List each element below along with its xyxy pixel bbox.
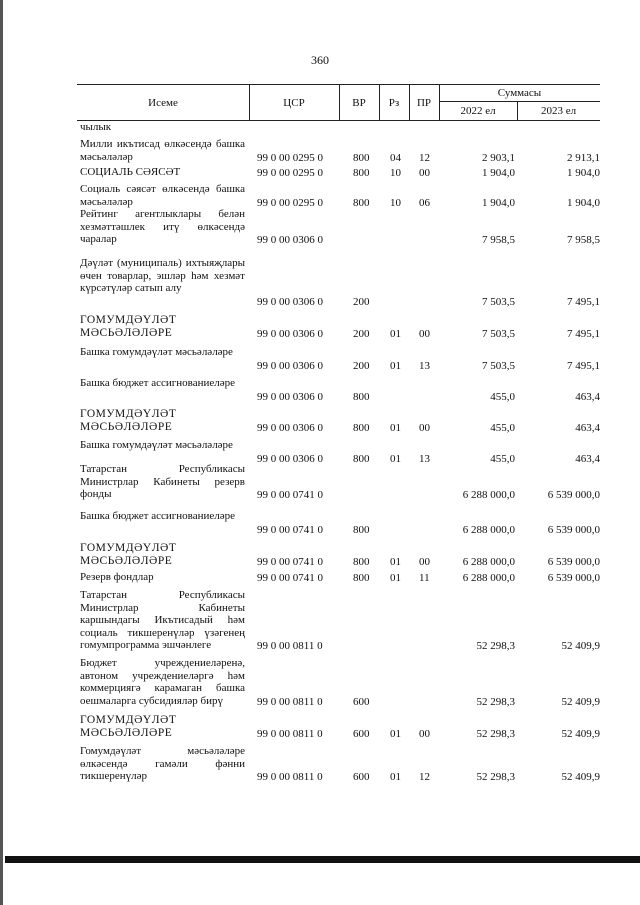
row-name: Рейтинг агентлыклары белән хезмәттәшлек итү өлкәсендә чаралар — [80, 208, 245, 245]
row-name: Гомумдәүләт мәсьәләләре өлкәсендә гамәли фәнни тикшеренүләр — [80, 745, 245, 782]
row-vr: 800 — [353, 151, 370, 164]
row-sum-2023: 463,4 — [575, 421, 600, 434]
row-vr: 800 — [353, 523, 370, 536]
row-name: ГОМУМДӘҮЛӘТ МӘСЬӘЛӘЛӘРЕ — [80, 714, 177, 739]
row-sum-2023: 7 958,5 — [567, 234, 600, 246]
header-2023: 2023 ел — [540, 105, 577, 117]
row-rz: 10 — [390, 196, 401, 209]
row-sum-2022: 1 904,0 — [482, 167, 515, 179]
row-csr: 99 0 00 0295 0 — [257, 151, 323, 164]
row-pr: 06 — [419, 196, 430, 209]
row-name: Милли икътисад өлкәсендә башка мәсьәләләр — [80, 138, 245, 163]
row-csr: 99 0 00 0811 0 — [257, 640, 323, 652]
row-rz: 10 — [390, 167, 401, 179]
scan-bottom-border — [5, 856, 640, 863]
row-pr: 00 — [419, 727, 430, 740]
header-rz: Рз — [388, 96, 400, 109]
table-row — [77, 745, 600, 785]
row-sum-2022: 455,0 — [490, 452, 515, 465]
row-csr: 99 0 00 0306 0 — [257, 234, 323, 246]
table-row — [77, 138, 600, 165]
row-sum-2022: 1 904,0 — [482, 196, 515, 209]
row-sum-2022: 6 288 000,0 — [462, 572, 515, 584]
row-sum-2023: 7 495,1 — [567, 359, 600, 372]
row-sum-2023: 2 913,1 — [567, 151, 600, 164]
row-name: Башка бюджет ассигнованиеләре — [80, 510, 235, 522]
header-sums: Суммасы — [497, 87, 542, 99]
row-pr: 13 — [419, 452, 430, 465]
row-rz: 01 — [390, 359, 401, 372]
row-csr: 99 0 00 0295 0 — [257, 167, 323, 179]
table-row — [77, 166, 600, 181]
row-sum-2023: 52 409,9 — [561, 695, 600, 708]
row-sum-2022: 455,0 — [490, 421, 515, 434]
row-sum-2022: 6 288 000,0 — [462, 555, 515, 568]
row-name: Татарстан Республикасы Министрлар Кабинеты каршындагы Икътисадый һәм социаль тикшеренүләр үзәгенең гомумпрограмма эшчәнлеге — [80, 589, 245, 651]
row-name: Резерв фондлар — [80, 571, 154, 583]
row-csr: 99 0 00 0811 0 — [257, 727, 323, 740]
row-sum-2023: 463,4 — [575, 452, 600, 465]
row-vr: 200 — [353, 359, 370, 372]
row-name: Татарстан Республикасы Министрлар Кабинеты резерв фонды — [80, 463, 245, 500]
row-rz: 01 — [390, 572, 401, 584]
row-csr: 99 0 00 0741 0 — [257, 572, 323, 584]
row-pr: 00 — [419, 555, 430, 568]
row-csr: 99 0 00 0811 0 — [257, 771, 323, 783]
row-sum-2023: 52 409,9 — [561, 640, 600, 652]
header-vr: ВР — [352, 96, 366, 109]
row-vr: 800 — [353, 421, 370, 434]
row-rz: 01 — [390, 727, 401, 740]
row-rz: 01 — [390, 771, 401, 783]
header-2022: 2022 ел — [460, 105, 496, 117]
row-csr: 99 0 00 0306 0 — [257, 327, 323, 340]
row-name: Бюджет учреждениеләренә, автоном учреждениеләргә һәм коммерциягә карамаган башка оешмаларга субсидияләр бирү — [80, 657, 245, 707]
row-csr: 99 0 00 0306 0 — [257, 390, 323, 403]
header-csr: ЦСР — [283, 96, 305, 109]
row-sum-2023: 6 539 000,0 — [547, 555, 600, 568]
row-sum-2022: 6 288 000,0 — [462, 489, 515, 501]
table-row — [77, 657, 600, 709]
row-vr: 800 — [353, 167, 370, 179]
row-vr: 800 — [353, 452, 370, 465]
table-header — [77, 84, 600, 121]
row-name: ГОМУМДӘҮЛӘТ МӘСЬӘЛӘЛӘРЕ — [80, 542, 177, 567]
row-csr: 99 0 00 0306 0 — [257, 452, 323, 465]
row-name: ГОМУМДӘҮЛӘТ МӘСЬӘЛӘЛӘРЕ — [80, 314, 177, 339]
row-vr: 200 — [353, 327, 370, 340]
row-sum-2023: 1 904,0 — [567, 167, 600, 179]
row-sum-2022: 6 288 000,0 — [462, 523, 515, 536]
table-row — [77, 439, 600, 466]
row-sum-2023: 6 539 000,0 — [547, 523, 600, 536]
row-rz: 01 — [390, 327, 401, 340]
row-name: Башка гомумдәүләт мәсьәләләре — [80, 439, 233, 451]
row-csr: 99 0 00 0811 0 — [257, 695, 323, 708]
table-row — [77, 346, 600, 373]
table-row — [77, 183, 600, 210]
row-rz: 01 — [390, 421, 401, 434]
table-row — [77, 377, 600, 404]
row-pr: 12 — [419, 151, 430, 164]
row-sum-2023: 52 409,9 — [561, 727, 600, 740]
header-name: Исеме — [148, 96, 178, 109]
row-sum-2022: 7 503,5 — [482, 327, 515, 340]
row-vr: 200 — [353, 295, 370, 308]
page-number: 360 — [311, 53, 329, 67]
row-sum-2022: 7 503,5 — [482, 359, 515, 372]
row-name: ГОМУМДӘҮЛӘТ МӘСЬӘЛӘЛӘРЕ — [80, 408, 177, 433]
row-sum-2023: 6 539 000,0 — [547, 572, 600, 584]
row-name: чылык — [80, 121, 112, 133]
row-name: СОЦИАЛЬ СӘЯСӘТ — [80, 166, 181, 178]
row-name: Башка бюджет ассигнованиеләре — [80, 377, 235, 389]
row-rz: 01 — [390, 452, 401, 465]
row-pr: 00 — [419, 327, 430, 340]
row-sum-2022: 52 298,3 — [476, 695, 515, 708]
row-sum-2023: 1 904,0 — [567, 196, 600, 209]
row-sum-2023: 463,4 — [575, 390, 600, 403]
row-vr: 800 — [353, 572, 370, 584]
row-vr: 800 — [353, 555, 370, 568]
row-sum-2023: 7 495,1 — [567, 295, 600, 308]
scan-edge — [0, 0, 3, 905]
table-row — [77, 714, 600, 741]
row-rz: 01 — [390, 555, 401, 568]
table-row — [77, 121, 600, 136]
row-sum-2022: 52 298,3 — [476, 727, 515, 740]
row-vr: 800 — [353, 196, 370, 209]
row-pr: 13 — [419, 359, 430, 372]
row-csr: 99 0 00 0306 0 — [257, 359, 323, 372]
row-csr: 99 0 00 0306 0 — [257, 295, 323, 308]
row-pr: 11 — [419, 572, 430, 584]
row-sum-2022: 2 903,1 — [482, 151, 515, 164]
row-sum-2022: 7 503,5 — [482, 295, 515, 308]
row-name: Дәүләт (муниципаль) ихтыяҗлары өчен товарлар, эшләр һәм хезмәт күрсәтүләр сатып алу — [80, 257, 245, 294]
table-row — [77, 463, 600, 503]
header-pr: ПР — [416, 96, 432, 109]
row-vr: 800 — [353, 390, 370, 403]
row-csr: 99 0 00 0741 0 — [257, 523, 323, 536]
table-row — [77, 257, 600, 309]
table-row — [77, 589, 600, 654]
row-sum-2022: 52 298,3 — [476, 640, 515, 652]
row-pr: 00 — [419, 167, 430, 179]
row-csr: 99 0 00 0741 0 — [257, 489, 323, 501]
row-name: Башка гомумдәүләт мәсьәләләре — [80, 346, 233, 358]
row-csr: 99 0 00 0741 0 — [257, 555, 323, 568]
row-vr: 600 — [353, 727, 370, 740]
row-sum-2023: 7 495,1 — [567, 327, 600, 340]
row-vr: 600 — [353, 695, 370, 708]
table-row — [77, 510, 600, 537]
row-sum-2022: 52 298,3 — [476, 771, 515, 783]
table-row — [77, 571, 600, 586]
row-sum-2022: 455,0 — [490, 390, 515, 403]
row-csr: 99 0 00 0295 0 — [257, 196, 323, 209]
table-row — [77, 314, 600, 341]
row-pr: 00 — [419, 421, 430, 434]
row-sum-2023: 6 539 000,0 — [547, 489, 600, 501]
row-sum-2022: 7 958,5 — [482, 234, 515, 246]
row-pr: 12 — [419, 771, 430, 783]
row-rz: 04 — [390, 151, 401, 164]
table-row — [77, 542, 600, 569]
table-row — [77, 208, 600, 248]
table-row — [77, 408, 600, 435]
row-csr: 99 0 00 0306 0 — [257, 421, 323, 434]
row-vr: 600 — [353, 771, 370, 783]
row-name: Социаль сәясәт өлкәсендә башка мәсьәләләр — [80, 183, 245, 208]
row-sum-2023: 52 409,9 — [561, 771, 600, 783]
